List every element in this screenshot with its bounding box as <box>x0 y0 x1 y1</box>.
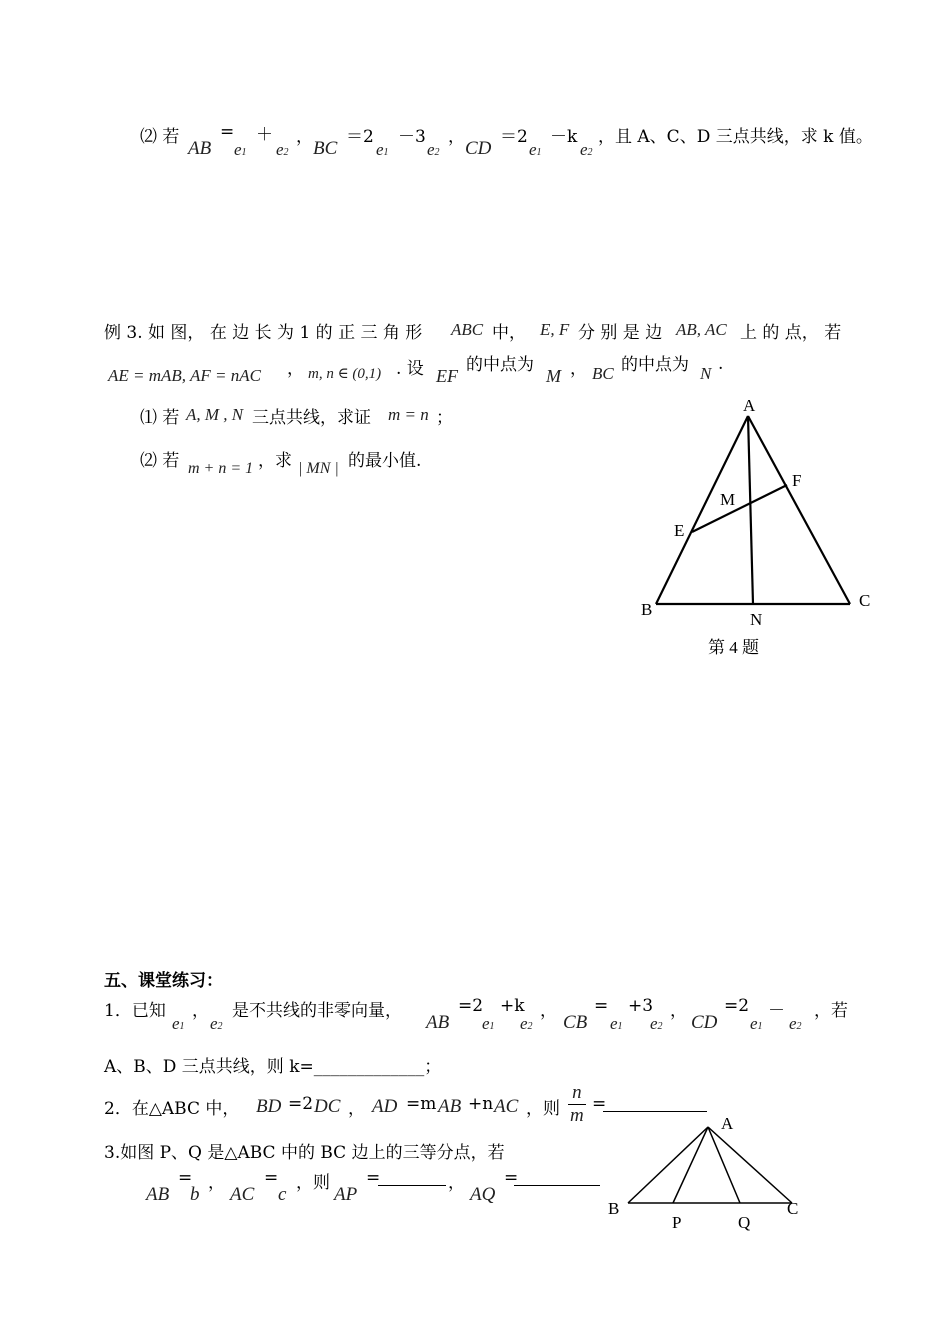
equals-sign: = <box>504 1168 519 1188</box>
denominator: m <box>570 1105 584 1126</box>
semicolon: ； <box>436 408 453 428</box>
vector-e2: e2 <box>210 1014 223 1033</box>
cb-relation: = <box>594 996 609 1016</box>
question-1-prefix: ⑴ 若 <box>140 408 180 428</box>
label-n: N <box>750 610 763 629</box>
label-b: B <box>641 600 653 619</box>
exercise-1-prefix: 1．已知 <box>104 1001 166 1021</box>
example3-text: 分 别 是 边 <box>578 323 663 343</box>
vector-b: b <box>190 1184 200 1205</box>
vector-e2: e2 <box>427 140 440 159</box>
bd-relation: =2 <box>288 1094 314 1114</box>
exercise-1-desc: 是不共线的非零向量， <box>232 1001 402 1021</box>
vector-e2: e2 <box>789 1014 802 1033</box>
exercise-1-line2: A、B、D 三点共线，则 k=_____________； <box>104 1057 442 1077</box>
vector-e1: e1 <box>172 1014 185 1033</box>
abs-mn: | MN | <box>298 460 339 477</box>
vector-e2: e2 <box>650 1014 663 1033</box>
points-ef: E, F <box>540 320 570 339</box>
side-ab <box>628 1127 708 1203</box>
fraction-n-over-m <box>568 1082 586 1127</box>
comma: ， <box>448 127 465 147</box>
comma: ， <box>287 359 304 379</box>
vector-aq: AQ <box>470 1184 496 1205</box>
label-a: A <box>721 1114 734 1133</box>
example3-intro: 例 3. 如 图， 在 边 长 为 1 的 正 三 角 形 <box>104 323 423 343</box>
segment-ap <box>673 1127 708 1203</box>
vector-ac: AC <box>230 1184 255 1205</box>
points-amn: A, M , N <box>186 405 244 424</box>
vector-e1: e1 <box>529 140 542 159</box>
vector-ab: AB <box>188 138 212 159</box>
label-p: P <box>672 1213 682 1232</box>
exercise-2-prefix: 2．在△ABC 中， <box>104 1099 240 1119</box>
comma: ， <box>540 1001 557 1021</box>
sides-ab-ac: AB, AC <box>676 320 727 339</box>
side-ac <box>748 416 850 604</box>
exercise-1-ruo: ，若 <box>814 1001 848 1021</box>
equation-m-n: m = n <box>388 405 429 424</box>
vector-e2: e2 <box>520 1014 533 1033</box>
vector-cd: CD <box>691 1012 718 1033</box>
figure-caption: 第 4 题 <box>708 638 759 657</box>
comma: ， <box>208 1173 225 1193</box>
example3-text: 上 的 点， 若 <box>740 323 842 343</box>
label-f: F <box>792 471 802 490</box>
vector-cd: CD <box>465 138 492 159</box>
period: . <box>718 354 724 374</box>
minus-sign: － <box>768 1001 785 1021</box>
question-2-prefix: ⑵ 若 <box>140 451 180 471</box>
vector-ad: AD <box>372 1096 398 1117</box>
point-m: M <box>546 366 561 386</box>
label-a: A <box>743 396 756 415</box>
vector-ab: AB <box>438 1096 462 1117</box>
triangle-abc: ABC <box>451 320 484 339</box>
segment-bc: BC <box>592 364 614 383</box>
plus-three: +3 <box>628 996 654 1016</box>
example3-text: 的中点为 <box>621 355 689 375</box>
plus-sign: ＋ <box>256 125 273 145</box>
comma: ， <box>670 1001 687 1021</box>
exercise-3-then: ，则 <box>296 1173 330 1193</box>
label-e: E <box>674 521 685 540</box>
part2-prefix: ⑵ 若 <box>140 127 180 147</box>
exercise-3-line1: 3.如图 P、Q 是△ABC 中的 BC 边上的三等分点，若 <box>104 1143 505 1163</box>
vector-dc: DC <box>314 1096 341 1117</box>
example3-text: 的中点为 <box>466 355 534 375</box>
vector-ab: AB <box>426 1012 450 1033</box>
comma: ， <box>192 1001 209 1021</box>
equals-sign: = <box>366 1168 381 1188</box>
comma: ， <box>348 1099 365 1119</box>
plus-n: +n <box>468 1094 494 1114</box>
condition-ae-af: AE = mAB, AF = nAC <box>108 366 261 385</box>
comma: ， <box>296 127 313 147</box>
vector-e1: e1 <box>376 140 389 159</box>
comma: ， <box>448 1173 465 1193</box>
question-1-text: 三点共线，求证 <box>252 408 371 428</box>
vector-cb: CB <box>563 1012 588 1033</box>
segment-an <box>748 416 753 604</box>
plus-k: +k <box>500 996 525 1016</box>
vector-bd: BD <box>256 1096 282 1117</box>
segment-aq <box>708 1127 740 1203</box>
ad-relation: =m <box>406 1094 437 1114</box>
label-q: Q <box>738 1213 751 1232</box>
segment-ef: EF <box>436 366 458 386</box>
label-b: B <box>608 1199 620 1218</box>
vector-e1: e1 <box>234 140 247 159</box>
point-n: N <box>700 364 712 383</box>
label-c: C <box>859 591 871 610</box>
trisection-figure <box>600 1110 810 1240</box>
vector-ab: AB <box>146 1184 170 1205</box>
vector-c: c <box>278 1184 287 1205</box>
question-2-text: 的最小值. <box>348 451 422 471</box>
vector-ac: AC <box>494 1096 519 1117</box>
example3-text: 中， <box>492 323 526 343</box>
minus-k: －k <box>550 127 578 147</box>
cd-coefficient: ＝2 <box>500 127 528 147</box>
condition-mn-range: m, n ∈ (0,1) <box>308 366 382 382</box>
exercise-2-then: ，则 <box>526 1099 560 1119</box>
equation-m-plus-n: m + n = 1 <box>188 460 254 477</box>
segment-ef <box>692 485 787 532</box>
vector-e2: e2 <box>580 140 593 159</box>
example3-set: . 设 <box>396 359 424 379</box>
ab-relation: =2 <box>458 996 484 1016</box>
numerator: n <box>568 1082 586 1105</box>
equals-sign: = <box>178 1168 193 1188</box>
side-ac <box>708 1127 792 1203</box>
equals-sign: = <box>592 1094 607 1114</box>
section-heading: 五、课堂练习： <box>104 971 223 991</box>
vector-bc: BC <box>313 138 338 159</box>
question-2-text: ，求 <box>258 451 292 471</box>
label-m: M <box>720 490 736 509</box>
triangle-figure <box>620 390 890 670</box>
label-c: C <box>787 1199 799 1218</box>
vector-ap: AP <box>334 1184 358 1205</box>
vector-e1: e1 <box>482 1014 495 1033</box>
comma: ， <box>570 359 587 379</box>
vector-e1: e1 <box>610 1014 623 1033</box>
vector-e1: e1 <box>750 1014 763 1033</box>
equals-sign: = <box>264 1168 279 1188</box>
ap-answer-blank[interactable] <box>378 1185 446 1186</box>
vector-e2: e2 <box>276 140 289 159</box>
minus-three: －3 <box>398 127 426 147</box>
aq-answer-blank[interactable] <box>514 1185 600 1186</box>
part2-tail: ，且 A、C、D 三点共线，求 k 值。 <box>598 127 873 147</box>
bc-coefficient: ＝2 <box>346 127 374 147</box>
equals-sign: = <box>220 122 235 142</box>
cd-relation: =2 <box>724 996 750 1016</box>
